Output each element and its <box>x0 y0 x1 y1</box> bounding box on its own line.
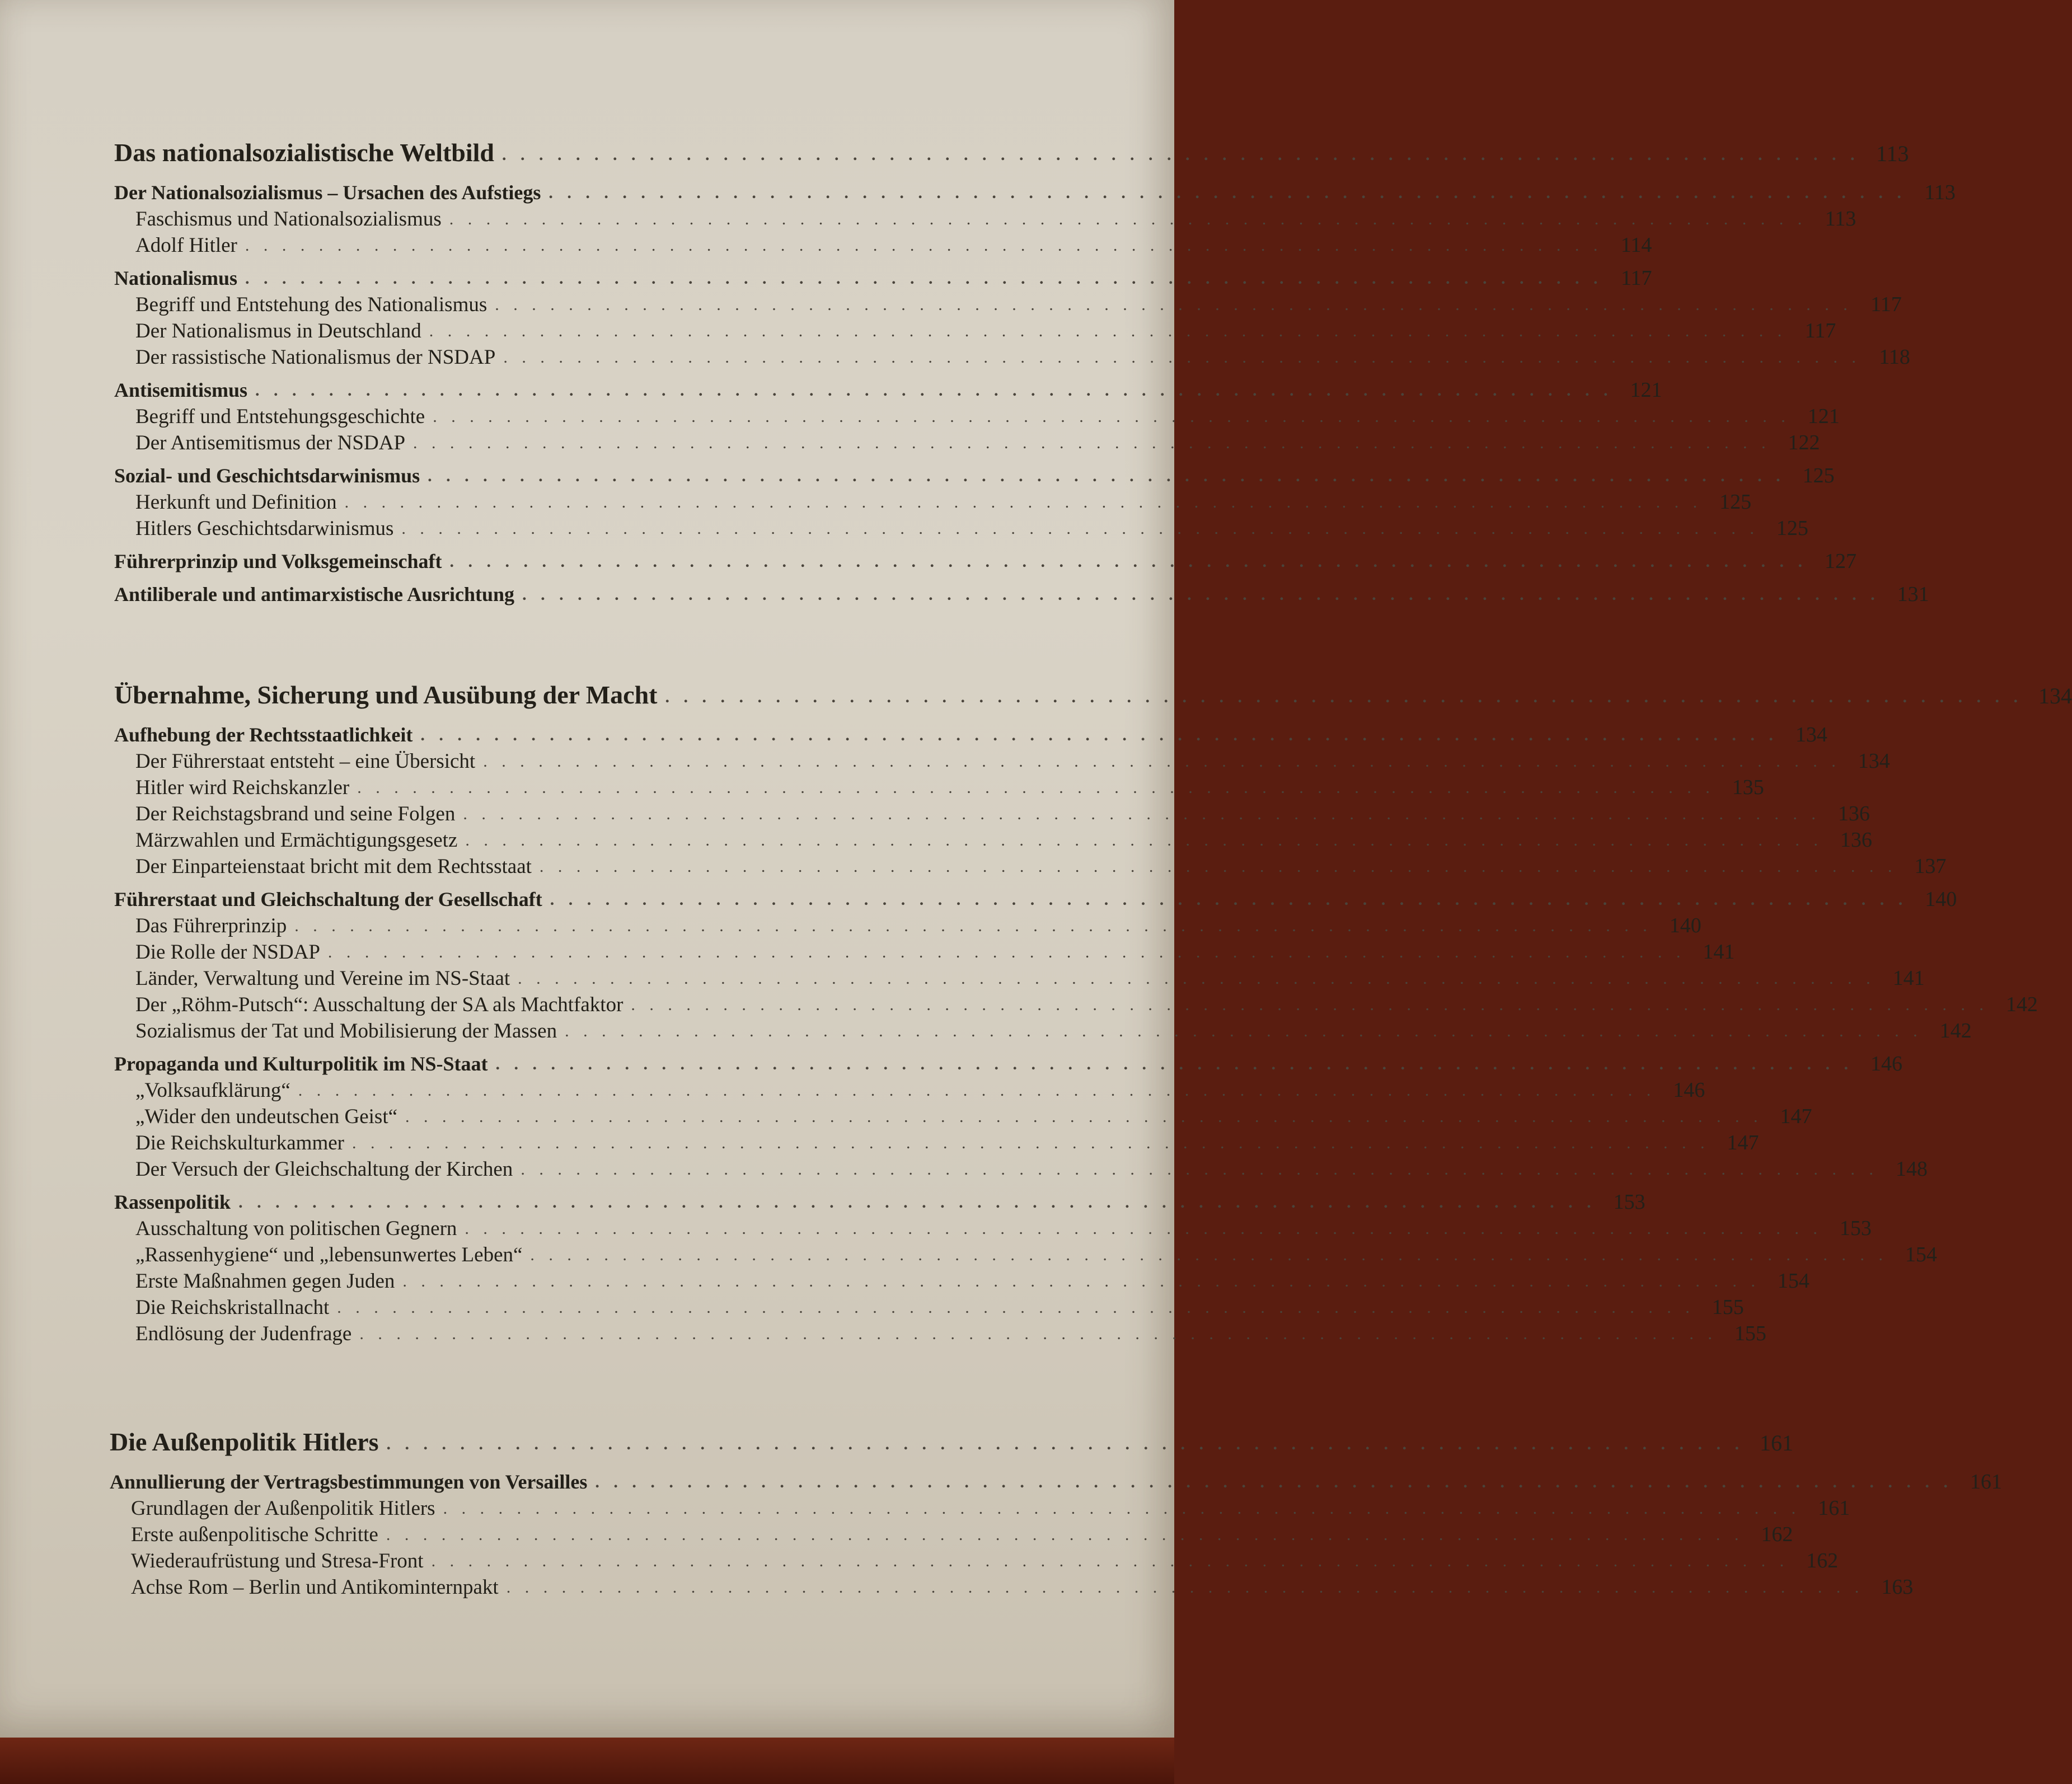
subsection-entry-page-number: 162 <box>1761 1523 1793 1546</box>
dot-leader: . . . . . . . . . . . . . . . . . . . . . . . . . . . . . . . . . . . . . . . . . . . . . . . . . . . . . . . . . . . . . . . . . . . . . . . . . . <box>420 726 1778 744</box>
subsection-entry-page-number: 136 <box>1837 802 1870 825</box>
subsection-entry-page-number: 154 <box>1905 1243 1937 1266</box>
subsection-entry <box>114 345 1910 371</box>
section-heading <box>114 1190 1646 1216</box>
section-heading <box>114 266 1652 292</box>
subsection-entry-page-number: 155 <box>1712 1295 1744 1319</box>
subsection-entry <box>114 516 1808 542</box>
subsection-entry-page-number: 113 <box>1825 207 1857 231</box>
subsection-entry-page-number: 118 <box>1879 345 1910 369</box>
subsection-entry-title: Der „Röhm-Putsch“: Ausschaltung der SA als Machtfaktor <box>135 993 624 1016</box>
dot-leader: . . . . . . . . . . . . . . . . . . . . . . . . . . . . . . . . . . . . . . . . . . . . . . . . . . . . . . . . . . . . . . . . . . . . . . . . . . <box>465 831 1823 849</box>
subsection-entry-title: Die Rolle der NSDAP <box>135 941 320 964</box>
dot-leader: . . . . . . . . . . . . . . . . . . . . . . . . . . . . . . . . . . . . . . . . . . . . . . . . . . . . . . . . . . . . . . . . . . . . . . . . . . <box>402 1272 1760 1290</box>
section-heading-title: Aufhebung der Rechtsstaatlichkeit <box>114 724 413 746</box>
subsection-entry <box>114 1295 1744 1321</box>
dot-leader: . . . . . . . . . . . . . . . . . . . . . . . . . . . . . . . . . . . . . . . . . . . . . . . . . . . . . . . . . . . . . . . . . . . . . . . . . . <box>549 184 1906 202</box>
chapter-title <box>110 1427 1793 1464</box>
subsection-entry-title: Endlösung der Judenfrage <box>135 1322 352 1345</box>
subsection-entry <box>114 1130 1759 1157</box>
section-heading-title: Sozial- und Geschichtsdarwinismus <box>114 464 420 487</box>
subsection-entry-title: Begriff und Entstehung des Nationalismus <box>135 293 487 316</box>
dot-leader: . . . . . . . . . . . . . . . . . . . . . . . . . . . . . . . . . . . . . . . . . . . . . . . . . . . . . . . . . . . . . . . . . . . . . . . . . . <box>357 778 1715 797</box>
section-heading-page-number: 161 <box>1970 1470 2002 1494</box>
subsection-entry <box>110 1548 1839 1575</box>
dot-leader: . . . . . . . . . . . . . . . . . . . . . . . . . . . . . . . . . . . . . . . . . . . . . . . . . . . . . . . . . . . . . . . . . . . . . . . . . . <box>518 969 1876 988</box>
dot-leader: . . . . . . . . . . . . . . . . . . . . . . . . . . . . . . . . . . . . . . . . . . . . . . . . . . . . . . . . . . . . . . . . . . . . . . . . . . <box>401 519 1759 538</box>
subsection-entry-title: Faschismus und Nationalsozialismus <box>135 208 442 231</box>
subsection-entry-title: Adolf Hitler <box>135 234 237 257</box>
section-heading-page-number: 113 <box>1924 181 1956 204</box>
subsection-entry-title: „Volksaufklärung“ <box>135 1079 290 1102</box>
subsection-entry-title: Hitlers Geschichtsdarwinismus <box>135 517 394 540</box>
dot-leader: . . . . . . . . . . . . . . . . . . . . . . . . . . . . . . . . . . . . . . . . . . . . . . . . . . . . . . . . . . . . . . . . . . . . . . . . . . <box>337 1298 1695 1317</box>
section-heading <box>114 722 1827 749</box>
subsection-entry <box>114 775 1764 801</box>
subsection-entry-page-number: 125 <box>1776 517 1808 540</box>
dot-leader: . . . . . . . . . . . . . . . . . . . . . . . . . . . . . . . . . . . . . . . . . . . . . . . . . . . . . . . . . . . . . . . . . . . . . . . . . . <box>433 407 1790 426</box>
chapter-section-1 <box>114 138 1956 608</box>
section-heading <box>114 582 1929 608</box>
subsection-entry <box>114 292 1902 318</box>
section-heading-title: Propaganda und Kulturpolitik im NS-Staat <box>114 1053 488 1075</box>
subsection-entry <box>114 1321 1766 1348</box>
subsection-entry-title: Der Versuch der Gleichschaltung der Kirchen <box>135 1158 513 1181</box>
chapter-title-page-number: 113 <box>1876 141 1909 166</box>
subsection-entry-title: Der Einparteienstaat bricht mit dem Rechtsstaat <box>135 855 532 878</box>
subsection-entry-title: Länder, Verwaltung und Vereine im NS-Staat <box>135 967 510 990</box>
subsection-entry <box>114 404 1840 430</box>
dot-leader: . . . . . . . . . . . . . . . . . . . . . . . . . . . . . . . . . . . . . . . . . . . . . . . . . . . . . . . . . . . . . . . . . . . . . . . . . . <box>255 381 1613 400</box>
subsection-entry-page-number: 153 <box>1839 1217 1872 1240</box>
subsection-entry <box>114 940 1735 966</box>
section-heading-page-number: 153 <box>1613 1190 1646 1214</box>
dot-leader: . . . . . . . . . . . . . . . . . . . . . . . . . . . . . . . . . . . . . . . . . . . . . . . . . . . . . . . . . . . . . . . . . . . . . . . . . . <box>413 434 1771 452</box>
subsection-entry-title: Der rassistische Nationalismus der NSDAP <box>135 346 496 369</box>
subsection-entry <box>114 913 1701 940</box>
dot-leader: . . . . . . . . . . . . . . . . . . . . . . . . . . . . . . . . . . . . . . . . . . . . . . . . . . . . . . . . . . . . . . . . . . . . . . . . . . <box>238 1193 1596 1212</box>
subsection-entry-page-number: 136 <box>1840 828 1872 852</box>
dot-leader: . . . . . . . . . . . . . . . . . . . . . . . . . . . . . . . . . . . . . . . . . . . . . . . . . . . . . . . . . . . . . . . . . . . . . . . . . . <box>506 1578 1864 1597</box>
subsection-entry <box>110 1575 1914 1601</box>
subsection-entry-title: „Wider den undeutschen Geist“ <box>135 1105 398 1128</box>
section-heading-title: Führerstaat und Gleichschaltung der Gesellschaft <box>114 888 542 910</box>
subsection-entry <box>114 1078 1705 1104</box>
dot-leader: . . . . . . . . . . . . . . . . . . . . . . . . . . . . . . . . . . . . . . . . . . . . . . . . . . . . . . . . . . . . . . . . . . . . . . . . . . <box>483 752 1841 771</box>
section-heading-title: Rassenpolitik <box>114 1191 231 1213</box>
chapter-title-page-number: 161 <box>1759 1430 1793 1456</box>
subsection-entry-page-number: 125 <box>1719 490 1752 514</box>
dot-leader: . . . . . . . . . . . . . . . . . . . . . . . . . . . . . . . . . . . . . . . . . . . . . . . . . . . . . . . . . . . . . . . . . . . . . . . . . . <box>595 1473 1953 1491</box>
chapter-section-3 <box>110 1427 2002 1601</box>
dot-leader: . . . . . . . . . . . . . . . . . . . . . . . . . . . . . . . . . . . . . . . . . . . . . . . . . . . . . . . . . . . . . . . . . . . . . . . . . . <box>521 1160 1878 1179</box>
section-heading <box>114 180 1956 206</box>
subsection-entry-title: Ausschaltung von politischen Gegnern <box>135 1217 457 1240</box>
subsection-entry <box>114 1242 1937 1269</box>
subsection-entry <box>114 233 1652 259</box>
section-heading <box>114 378 1662 404</box>
chapter-title-page-number: 134 <box>2038 683 2072 708</box>
subsection-entry <box>110 1522 1793 1548</box>
subsection-entry <box>114 749 1890 775</box>
dot-leader: . . . . . . . . . . . . . . . . . . . . . . . . . . . . . . . . . . . . . . . . . . . . . . . . . . . . . . . . . . . . . . . . . . . . . . . . . . <box>539 857 1897 876</box>
section-heading <box>110 1470 2002 1496</box>
dot-leader: . . . . . . . . . . . . . . . . . . . . . . . . . . . . . . . . . . . . . . . . . . . . . . . . . . . . . . . . . . . . . . . . . . . . . . . . . . <box>351 1134 1710 1152</box>
section-heading-title: Nationalismus <box>114 267 238 289</box>
dot-leader: . . . . . . . . . . . . . . . . . . . . . . . . . . . . . . . . . . . . . . . . . . . . . . . . . . . . . . . . . . . . . . . . . . . . . . . . . . <box>502 145 1860 164</box>
dot-leader: . . . . . . . . . . . . . . . . . . . . . . . . . . . . . . . . . . . . . . . . . . . . . . . . . . . . . . . . . . . . . . . . . . . . . . . . . . <box>429 322 1787 340</box>
subsection-entry <box>114 430 1820 457</box>
dot-leader: . . . . . . . . . . . . . . . . . . . . . . . . . . . . . . . . . . . . . . . . . . . . . . . . . . . . . . . . . . . . . . . . . . . . . . . . . . <box>428 467 1785 485</box>
subsection-entry-page-number: 137 <box>1914 855 1947 878</box>
dot-leader: . . . . . . . . . . . . . . . . . . . . . . . . . . . . . . . . . . . . . . . . . . . . . . . . . . . . . . . . . . . . . . . . . . . . . . . . . . <box>344 493 1703 511</box>
chapter-title <box>114 138 1909 175</box>
subsection-entry <box>114 1018 1972 1045</box>
subsection-entry <box>114 318 1836 345</box>
dot-leader: . . . . . . . . . . . . . . . . . . . . . . . . . . . . . . . . . . . . . . . . . . . . . . . . . . . . . . . . . . . . . . . . . . . . . . . . . . <box>298 1081 1656 1100</box>
section-heading <box>114 463 1835 490</box>
dot-leader: . . . . . . . . . . . . . . . . . . . . . . . . . . . . . . . . . . . . . . . . . . . . . . . . . . . . . . . . . . . . . . . . . . . . . . . . . . <box>495 295 1853 314</box>
dot-leader: . . . . . . . . . . . . . . . . . . . . . . . . . . . . . . . . . . . . . . . . . . . . . . . . . . . . . . . . . . . . . . . . . . . . . . . . . . <box>522 585 1880 604</box>
dot-leader: . . . . . . . . . . . . . . . . . . . . . . . . . . . . . . . . . . . . . . . . . . . . . . . . . . . . . . . . . . . . . . . . . . . . . . . . . . <box>431 1552 1789 1570</box>
subsection-entry-page-number: 121 <box>1807 405 1840 428</box>
section-heading <box>114 887 1957 913</box>
section-heading-page-number: 121 <box>1630 378 1662 402</box>
dot-leader: . . . . . . . . . . . . . . . . . . . . . . . . . . . . . . . . . . . . . . . . . . . . . . . . . . . . . . . . . . . . . . . . . . . . . . . . . . <box>463 805 1821 823</box>
subsection-entry-title: Grundlagen der Außenpolitik Hitlers <box>131 1497 435 1520</box>
dot-leader: . . . . . . . . . . . . . . . . . . . . . . . . . . . . . . . . . . . . . . . . . . . . . . . . . . . . . . . . . . . . . . . . . . . . . . . . . . <box>386 1435 1744 1453</box>
subsection-entry <box>114 1216 1872 1242</box>
subsection-entry-page-number: 142 <box>1939 1019 1972 1043</box>
subsection-entry-title: Hitler wird Reichskanzler <box>135 776 350 799</box>
subsection-entry-page-number: 114 <box>1620 233 1652 257</box>
dot-leader: . . . . . . . . . . . . . . . . . . . . . . . . . . . . . . . . . . . . . . . . . . . . . . . . . . . . . . . . . . . . . . . . . . . . . . . . . . <box>449 552 1807 571</box>
dot-leader: . . . . . . . . . . . . . . . . . . . . . . . . . . . . . . . . . . . . . . . . . . . . . . . . . . . . . . . . . . . . . . . . . . . . . . . . . . <box>327 943 1686 961</box>
subsection-entry <box>114 992 2038 1018</box>
subsection-entry-page-number: 135 <box>1732 776 1764 799</box>
subsection-entry-page-number: 140 <box>1669 914 1701 937</box>
section-heading-title: Der Nationalsozialismus – Ursachen des Aufstiegs <box>114 181 541 204</box>
dot-leader: . . . . . . . . . . . . . . . . . . . . . . . . . . . . . . . . . . . . . . . . . . . . . . . . . . . . . . . . . . . . . . . . . . . . . . . . . . <box>386 1525 1744 1544</box>
subsection-entry-title: Die Reichskulturkammer <box>135 1132 344 1154</box>
subsection-entry <box>110 1496 1850 1522</box>
chapter-title-title: Das nationalsozialistische Weltbild <box>114 138 495 167</box>
dot-leader: . . . . . . . . . . . . . . . . . . . . . . . . . . . . . . . . . . . . . . . . . . . . . . . . . . . . . . . . . . . . . . . . . . . . . . . . . . <box>465 1219 1822 1238</box>
dot-leader: . . . . . . . . . . . . . . . . . . . . . . . . . . . . . . . . . . . . . . . . . . . . . . . . . . . . . . . . . . . . . . . . . . . . . . . . . . <box>359 1325 1717 1343</box>
subsection-entry-page-number: 142 <box>2005 993 2038 1016</box>
subsection-entry-page-number: 154 <box>1777 1269 1810 1293</box>
subsection-entry-title: Der Antisemitismus der NSDAP <box>135 431 406 454</box>
subsection-entry-title: Begriff und Entstehungsgeschichte <box>135 405 425 428</box>
subsection-entry-title: Sozialismus der Tat und Mobilisierung der Massen <box>135 1020 557 1043</box>
chapter-title <box>114 680 2072 717</box>
dot-leader: . . . . . . . . . . . . . . . . . . . . . . . . . . . . . . . . . . . . . . . . . . . . . . . . . . . . . . . . . . . . . . . . . . . . . . . . . . <box>245 269 1603 288</box>
subsection-entry-page-number: 155 <box>1734 1322 1766 1345</box>
section-heading-page-number: 140 <box>1925 888 1957 911</box>
table-surface <box>0 1738 1174 1784</box>
subsection-entry-page-number: 141 <box>1892 966 1925 990</box>
section-heading-page-number: 131 <box>1897 583 1929 606</box>
section-heading <box>114 549 1857 575</box>
subsection-entry-title: Erste Maßnahmen gegen Juden <box>135 1270 395 1293</box>
subsection-entry <box>114 854 1947 880</box>
chapter-section-2 <box>114 680 2072 1348</box>
dot-leader: . . . . . . . . . . . . . . . . . . . . . . . . . . . . . . . . . . . . . . . . . . . . . . . . . . . . . . . . . . . . . . . . . . . . . . . . . . <box>565 1022 1923 1040</box>
subsection-entry-page-number: 161 <box>1818 1496 1850 1520</box>
subsection-entry-title: Herkunft und Definition <box>135 491 337 514</box>
subsection-entry-page-number: 134 <box>1858 749 1890 773</box>
dot-leader: . . . . . . . . . . . . . . . . . . . . . . . . . . . . . . . . . . . . . . . . . . . . . . . . . . . . . . . . . . . . . . . . . . . . . . . . . . <box>294 917 1652 935</box>
subsection-entry-page-number: 146 <box>1673 1078 1705 1102</box>
subsection-entry-page-number: 147 <box>1780 1105 1812 1128</box>
section-heading-title: Annullierung der Vertragsbestimmungen von Versailles <box>110 1471 588 1493</box>
section-heading-title: Führerprinzip und Volksgemeinschaft <box>114 550 442 572</box>
dot-leader: . . . . . . . . . . . . . . . . . . . . . . . . . . . . . . . . . . . . . . . . . . . . . . . . . . . . . . . . . . . . . . . . . . . . . . . . . . <box>665 688 2023 706</box>
subsection-entry <box>114 966 1925 992</box>
subsection-entry <box>114 1104 1812 1130</box>
subsection-entry-title: Der Nationalismus in Deutschland <box>135 320 421 342</box>
subsection-entry-title: Das Führerprinzip <box>135 914 287 937</box>
subsection-entry-title: „Rassenhygiene“ und „lebensunwertes Leben“ <box>135 1243 523 1266</box>
subsection-entry <box>114 1269 1810 1295</box>
subsection-entry-title: Märzwahlen und Ermächtigungsgesetz <box>135 829 458 852</box>
subsection-entry-page-number: 163 <box>1881 1575 1914 1599</box>
chapter-title-title: Die Außenpolitik Hitlers <box>110 1428 379 1456</box>
subsection-entry-page-number: 147 <box>1727 1131 1759 1154</box>
dot-leader: . . . . . . . . . . . . . . . . . . . . . . . . . . . . . . . . . . . . . . . . . . . . . . . . . . . . . . . . . . . . . . . . . . . . . . . . . . <box>503 348 1861 367</box>
subsection-entry-page-number: 162 <box>1806 1549 1839 1572</box>
dot-leader: . . . . . . . . . . . . . . . . . . . . . . . . . . . . . . . . . . . . . . . . . . . . . . . . . . . . . . . . . . . . . . . . . . . . . . . . . . <box>631 996 1989 1014</box>
subsection-entry <box>114 801 1870 828</box>
dot-leader: . . . . . . . . . . . . . . . . . . . . . . . . . . . . . . . . . . . . . . . . . . . . . . . . . . . . . . . . . . . . . . . . . . . . . . . . . . <box>550 890 1908 909</box>
dot-leader: . . . . . . . . . . . . . . . . . . . . . . . . . . . . . . . . . . . . . . . . . . . . . . . . . . . . . . . . . . . . . . . . . . . . . . . . . . <box>530 1246 1888 1264</box>
subsection-entry-title: Der Führerstaat entsteht – eine Übersicht <box>135 750 476 773</box>
dot-leader: . . . . . . . . . . . . . . . . . . . . . . . . . . . . . . . . . . . . . . . . . . . . . . . . . . . . . . . . . . . . . . . . . . . . . . . . . . <box>495 1055 1853 1073</box>
section-heading-page-number: 117 <box>1620 266 1652 290</box>
subsection-entry <box>114 828 1872 854</box>
section-heading-page-number: 146 <box>1871 1052 1902 1076</box>
dot-leader: . . . . . . . . . . . . . . . . . . . . . . . . . . . . . . . . . . . . . . . . . . . . . . . . . . . . . . . . . . . . . . . . . . . . . . . . . . <box>449 210 1807 228</box>
subsection-entry <box>114 1157 1928 1183</box>
subsection-entry-title: Die Reichskristallnacht <box>135 1296 330 1319</box>
dot-leader: . . . . . . . . . . . . . . . . . . . . . . . . . . . . . . . . . . . . . . . . . . . . . . . . . . . . . . . . . . . . . . . . . . . . . . . . . . <box>405 1107 1763 1126</box>
chapter-title-title: Übernahme, Sicherung und Ausübung der Macht <box>114 680 658 709</box>
dot-leader: . . . . . . . . . . . . . . . . . . . . . . . . . . . . . . . . . . . . . . . . . . . . . . . . . . . . . . . . . . . . . . . . . . . . . . . . . . <box>443 1499 1801 1518</box>
subsection-entry-title: Der Reichstagsbrand und seine Folgen <box>135 802 456 825</box>
section-heading-title: Antiliberale und antimarxistische Ausrichtung <box>114 583 515 605</box>
subsection-entry-page-number: 122 <box>1788 431 1820 454</box>
section-heading-page-number: 127 <box>1824 550 1857 573</box>
section-heading <box>114 1051 1902 1078</box>
subsection-entry-page-number: 148 <box>1895 1157 1928 1181</box>
subsection-entry-title: Erste außenpolitische Schritte <box>131 1523 378 1546</box>
subsection-entry-title: Achse Rom – Berlin und Antikominternpakt <box>131 1576 499 1599</box>
dot-leader: . . . . . . . . . . . . . . . . . . . . . . . . . . . . . . . . . . . . . . . . . . . . . . . . . . . . . . . . . . . . . . . . . . . . . . . . . . <box>245 236 1603 255</box>
section-heading-title: Antisemitismus <box>114 379 248 401</box>
section-heading-page-number: 134 <box>1795 723 1827 747</box>
subsection-entry-page-number: 117 <box>1871 293 1902 316</box>
subsection-entry-page-number: 117 <box>1804 319 1836 342</box>
subsection-entry <box>114 490 1752 516</box>
subsection-entry-page-number: 141 <box>1703 940 1735 964</box>
section-heading-page-number: 125 <box>1802 464 1835 487</box>
subsection-entry <box>114 206 1857 233</box>
subsection-entry-title: Wiederaufrüstung und Stresa-Front <box>131 1550 424 1572</box>
